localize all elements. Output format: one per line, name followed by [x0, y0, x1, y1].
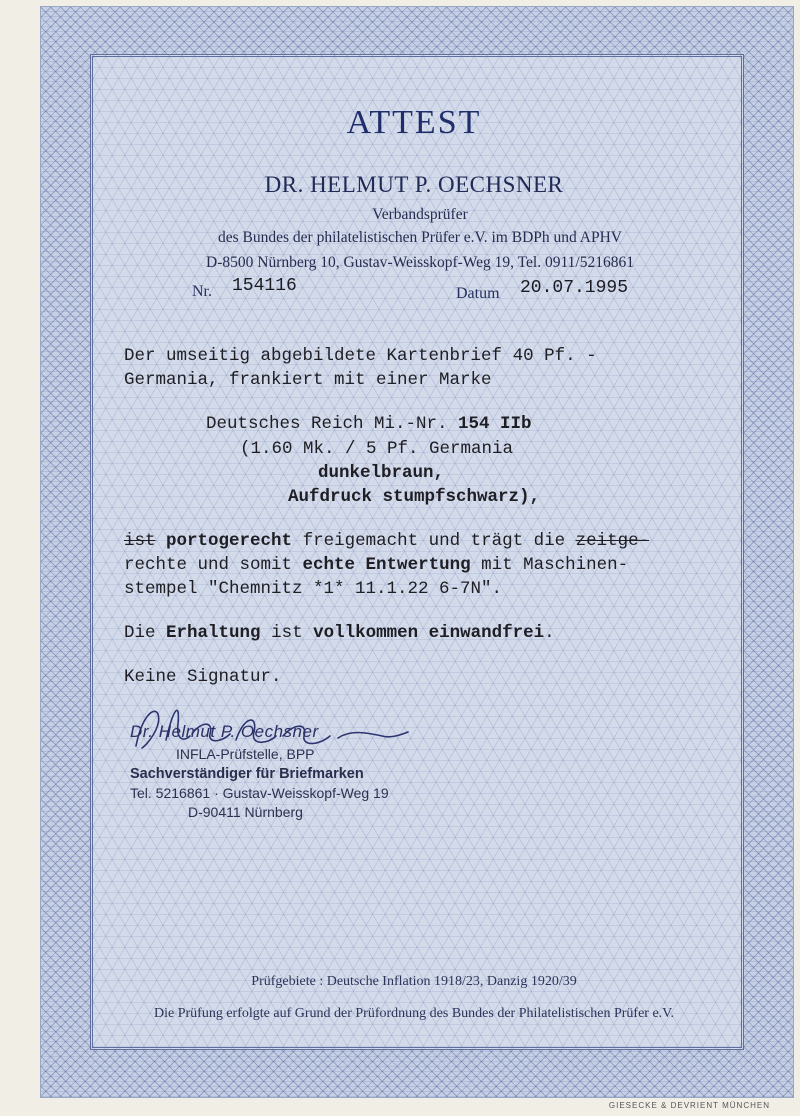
condition-line: [124, 623, 555, 643]
examiner-address: D-8500 Nürnberg 10, Gustav-Weisskopf-Weg 19, Tel. 0911/5216861: [206, 254, 634, 271]
number-label: Nr.: [192, 283, 212, 300]
cancel-prefix: rechte und somit: [124, 555, 293, 575]
condition-end: .: [544, 623, 555, 643]
body-line-2: Germania, frankiert mit einer Marke: [124, 370, 492, 390]
cancel-suffix: mit Maschinen-: [481, 555, 629, 575]
condition-term: Erhaltung: [166, 623, 261, 643]
condition-c: ist: [271, 623, 303, 643]
condition-a: Die: [124, 623, 156, 643]
inner-frame: [90, 54, 744, 1050]
postage-rest: freigemacht und trägt die: [302, 531, 566, 551]
examination-rules-note: Die Prüfung erfolgte auf Grund der Prüfordnung des Bundes der Philatelistischen Prüfer e.V.: [154, 1006, 674, 1021]
postage-hyphen-word: zeitge-: [575, 531, 650, 551]
stamp-name: Dr. Helmut P. Oechsner: [130, 722, 319, 741]
stamp-catalogue-prefix: Deutsches Reich Mi.-Nr.: [206, 414, 459, 434]
postage-line-3: stempel "Chemnitz *1* 11.1.22 6-7N".: [124, 579, 503, 599]
certificate-number: 154116: [232, 276, 297, 296]
condition-verdict: vollkommen einwandfrei: [313, 623, 545, 643]
certificate-date: 20.07.1995: [520, 278, 629, 298]
signature-note: Keine Signatur.: [124, 667, 282, 687]
printer-imprint: GIESECKE & DEVRIENT MÜNCHEN: [608, 1101, 770, 1110]
stamp-overprint-line: Aufdruck stumpfschwarz),: [288, 487, 541, 507]
stamp-title: Sachverständiger für Briefmarken: [130, 766, 364, 782]
postage-correct: portogerecht: [166, 531, 293, 551]
cancel-genuine: echte Entwertung: [302, 555, 471, 575]
examiner-name: DR. HELMUT P. OECHSNER: [264, 172, 564, 197]
examiner-association: des Bundes der philatelistischen Prüfer e.V. im BDPh und APHV: [218, 229, 622, 246]
postage-word-ist: ist: [124, 531, 156, 551]
certificate-title: ATTEST: [346, 104, 482, 141]
stamp-catalogue-number: 154 IIb: [458, 414, 532, 434]
stamp-contact: Tel. 5216861 · Gustav-Weisskopf-Weg 19: [130, 785, 389, 801]
body-line-1: Der umseitig abgebildete Kartenbrief 40 Pf. -: [124, 346, 597, 366]
stamp-catalogue-line: [206, 414, 532, 434]
stamp-city: D-90411 Nürnberg: [188, 804, 303, 820]
examiner-role: Verbandsprüfer: [372, 206, 468, 223]
stamp-value-line: (1.60 Mk. / 5 Pf. Germania: [240, 439, 514, 459]
date-label: Datum: [456, 285, 500, 302]
postage-line-2: [124, 555, 628, 575]
stamp-colour-line: dunkelbraun,: [318, 463, 445, 483]
postage-line-1: [124, 531, 649, 551]
stamp-office: INFLA-Prüfstelle, BPP: [176, 746, 315, 762]
examination-fields: Prüfgebiete : Deutsche Inflation 1918/23, Danzig 1920/39: [251, 974, 577, 989]
